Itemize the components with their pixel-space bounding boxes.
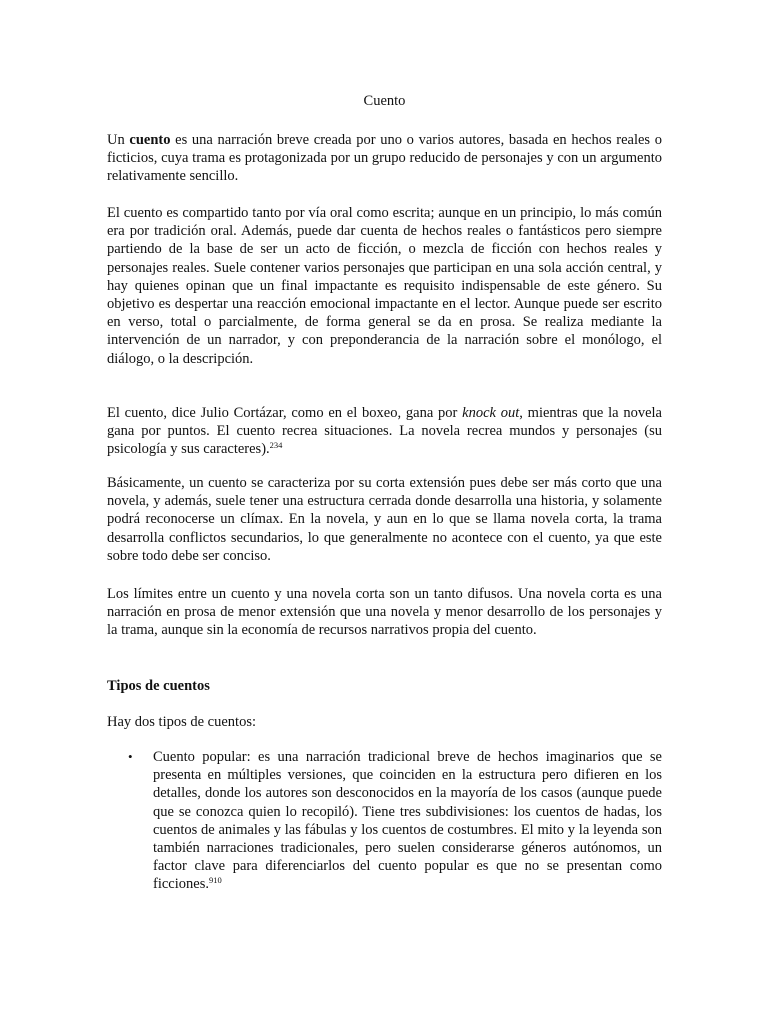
list-item-text: [153, 748, 662, 894]
paragraph-definition: [107, 131, 662, 186]
paragraph-text: Un: [107, 132, 130, 148]
section-heading: Tipos de cuentos: [107, 678, 210, 694]
italic-term: knock out: [462, 405, 520, 421]
paragraph-text: es una narración breve creada por uno o varios autores, basada en hechos reales o ficticios, cuya trama es protagonizada por un grupo reducido de personajes y con un argumento relativamente sencillo.: [107, 132, 662, 185]
paragraph-text: El cuento, dice Julio Cortázar, como en el boxeo, gana por: [107, 405, 463, 421]
page-title: Cuento: [363, 93, 406, 109]
paragraph-extension: Básicamente, un cuento se caracteriza por su corta extensión pues debe ser más corto que una novela, y además, suele tener una estructura cerrada donde desarrolla una historia, y solamente podrá reconocerse un clímax. En la novela, y aun en lo que se llama novela corta, la trama desarrolla conflictos secundarios, lo que generalmente no acontece con el cuento, ya que este sobre todo debe ser conciso.: [107, 475, 662, 564]
paragraph-characteristics: El cuento es compartido tanto por vía oral como escrita; aunque en un principio, lo más común era por tradición oral. Además, puede dar cuenta de hechos reales o fantásticos pero siempre partiendo de la base de ser un acto de ficción, o mezcla de ficción con hechos reales y personajes reales. Suele contener varios personajes que participan en una sola acción central, y hay quienes opinan que un final impactante es requisito indispensable de este género. Su objetivo es despertar una reacción emocional impactante en el lector. Aunque puede ser escrito en verso, total o parcialmente, de forma general se da en prosa. Se realiza mediante la intervención de un narrador, y con preponderancia de la narración sobre el monólogo, el diálogo, o la descripción.: [107, 205, 662, 367]
paragraph-text: , mientras que la novela gana por puntos. El cuento recrea situaciones. La novela recrea mundos y personajes (su psicología y sus caracteres).: [107, 405, 662, 458]
list-item-body: Cuento popular: es una narración tradicional breve de hechos imaginarios que se presenta en múltiples versiones, que coinciden en la estructura pero difieren en los detalles, donde los autores son desconocidos en la mayoría de los casos (aunque puede que se conozca quien lo recopiló). Tiene tres subdivisiones: los cuentos de hadas, los cuentos de animales y las fábulas y los cuentos de costumbres. El mito y la leyenda son también narraciones tradicionales, pero suelen considerarse géneros autónomos, un factor clave para diferenciarlos del cuento popular es que no se presentan como ficciones.: [153, 749, 662, 893]
footnote-refs: 234: [269, 440, 283, 451]
bullet-icon: •: [128, 749, 133, 764]
paragraph-intro-list: Hay dos tipos de cuentos:: [107, 714, 257, 730]
footnote-refs: 910: [208, 875, 222, 886]
paragraph-novela-corta: Los límites entre un cuento y una novela corta son un tanto difusos. Una novela corta es una narración en prosa de menor extensión que una novela y menor desarrollo de los personajes y la trama, aunque sin la economía de recursos narrativos propia del cuento.: [107, 586, 662, 639]
bold-term: cuento: [129, 132, 171, 148]
paragraph-cortazar: [107, 404, 662, 459]
